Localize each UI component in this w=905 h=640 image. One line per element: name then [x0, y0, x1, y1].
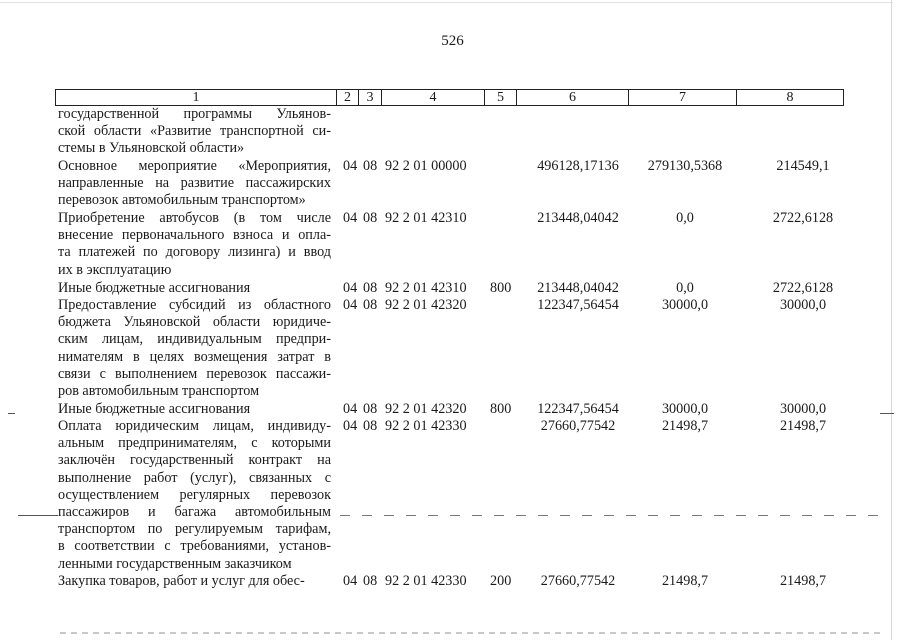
row-name-line: Иные бюджетные ассигнования	[58, 280, 251, 296]
row-csr: 92 2 01 42330	[385, 573, 467, 589]
row-value-col7: 21498,7	[661, 418, 709, 434]
row-rz: 04	[343, 280, 358, 296]
row-name-line: ров автомобильным транспортом	[58, 382, 260, 399]
row-csr: 92 2 01 42310	[385, 280, 467, 296]
row-name-line: та платежей по договору лизинга) и ввод	[58, 244, 331, 261]
row-value-col7: 21498,7	[661, 573, 709, 589]
row-value-col8: 2722,6128	[772, 280, 834, 296]
row-name-line: ленными государственным заказчиком	[58, 555, 292, 572]
row-name-line: ской области «Развитие транспортной си-	[58, 123, 331, 140]
row-name-line: стемы в Ульяновской области»	[58, 140, 245, 157]
row-name-line: перевозок автомобильным транспортом»	[58, 192, 306, 209]
row-value-col8: 30000,0	[779, 297, 827, 313]
row-pr: 08	[363, 297, 378, 313]
row-value-col7: 0,0	[676, 280, 694, 296]
row-name-line: Иные бюджетные ассигнования	[58, 401, 251, 417]
row-rz: 04	[343, 401, 358, 417]
header-col-1: 1	[192, 90, 200, 105]
row-value-col7: 30000,0	[661, 297, 709, 313]
row-value-col6: 213448,04042	[537, 280, 619, 296]
row-name-line: транспортом по регулируемым тарифам,	[58, 521, 331, 538]
scan-edge-right	[891, 0, 892, 640]
row-name-line: Приобретение автобусов (в том числе	[58, 210, 331, 226]
row-csr: 92 2 01 42330	[385, 418, 467, 434]
row-rz: 04	[343, 418, 358, 434]
row-value-col6: 213448,04042	[537, 210, 619, 226]
row-pr: 08	[363, 401, 378, 417]
row-value-col7: 279130,5368	[647, 158, 723, 174]
row-name-line: выполнение работ (услуг), связанных с	[58, 469, 331, 486]
row-name-line: заключён государственный контракт на	[58, 452, 331, 469]
row-pr: 08	[363, 210, 378, 226]
row-value-col6: 122347,56454	[537, 401, 619, 417]
row-name-line: Оплата юридическим лицам, индивиду-	[58, 418, 331, 434]
row-name	[58, 418, 331, 573]
row-value-col8: 21498,7	[779, 573, 827, 589]
row-name	[58, 280, 331, 297]
row-name-line: ским лицам, индивидуальным предпри-	[58, 331, 331, 348]
row-pr: 08	[363, 280, 378, 296]
row-csr: 92 2 01 42310	[385, 210, 467, 226]
row-vr: 800	[490, 401, 512, 417]
header-col-8: 8	[736, 90, 843, 105]
row-name-line: бюджета Ульяновской области юридиче-	[58, 314, 331, 331]
header-col-3: 3	[358, 90, 381, 105]
row-value-col6: 27660,77542	[540, 418, 616, 434]
row-name-line: связи с выполнением перевозок пассажи-	[58, 365, 331, 382]
row-value-col6: 496128,17136	[537, 158, 619, 174]
header-col-5: 5	[484, 90, 516, 105]
row-name	[58, 297, 331, 400]
row-rz: 04	[343, 573, 358, 589]
row-name	[58, 573, 331, 590]
scan-edge-top	[0, 2, 893, 3]
row-value-col8: 30000,0	[779, 401, 827, 417]
row-vr: 800	[490, 280, 512, 296]
header-col-7: 7	[628, 90, 736, 105]
row-name-line: Закупка товаров, работ и услуг для обес-	[58, 573, 305, 589]
header-col-4: 4	[381, 90, 484, 105]
row-value-col7: 30000,0	[661, 401, 709, 417]
row-value-col8: 214549,1	[776, 158, 830, 174]
header-col-6: 6	[516, 90, 628, 105]
scan-dash-line	[340, 515, 880, 516]
row-value-col7: 0,0	[676, 210, 694, 226]
row-name-line: нимателям в целях возмещения затрат в	[58, 348, 331, 365]
scan-bottom-edge	[60, 632, 880, 634]
row-csr: 92 2 01 42320	[385, 401, 467, 417]
row-csr: 92 2 01 42320	[385, 297, 467, 313]
row-name-line: Основное мероприятие «Мероприятия,	[58, 158, 331, 174]
header-col-2: 2	[336, 90, 358, 105]
row-rz: 04	[343, 158, 358, 174]
row-value-col6: 122347,56454	[537, 297, 619, 313]
row-vr: 200	[490, 573, 512, 589]
row-pr: 08	[363, 158, 378, 174]
row-name-line: внесение первоначального взноса и опла-	[58, 227, 331, 244]
row-name	[58, 158, 331, 210]
row-pr: 08	[363, 573, 378, 589]
row-name-line: их в эксплуатацию	[58, 261, 172, 278]
row-name-line: направленные на развитие пассажирских	[58, 175, 331, 192]
row-value-col8: 21498,7	[779, 418, 827, 434]
page-number: 526	[441, 33, 464, 49]
row-pr: 08	[363, 418, 378, 434]
row-name-line: альным предпринимателям, с которыми	[58, 435, 331, 452]
row-name-line: осуществлением регулярных перевозок	[58, 486, 331, 503]
row-name-line: в соответствии с требованиями, установ-	[58, 538, 331, 555]
scan-mark-left-2	[18, 515, 58, 516]
row-rz: 04	[343, 210, 358, 226]
row-name	[58, 210, 331, 279]
row-value-col6: 27660,77542	[540, 573, 616, 589]
row-csr: 92 2 01 00000	[385, 158, 467, 174]
scan-mark-left	[8, 413, 15, 414]
row-name	[58, 106, 331, 158]
row-value-col8: 2722,6128	[772, 210, 834, 226]
row-name-line: Предоставление субсидий из областного	[58, 297, 331, 313]
scan-mark-right	[880, 413, 894, 414]
row-name	[58, 401, 331, 418]
row-name-line: пассажиров и багажа автомобильным	[58, 503, 331, 520]
row-rz: 04	[343, 297, 358, 313]
row-name-line: государственной программы Ульянов-	[58, 106, 331, 122]
table-header	[55, 89, 844, 106]
